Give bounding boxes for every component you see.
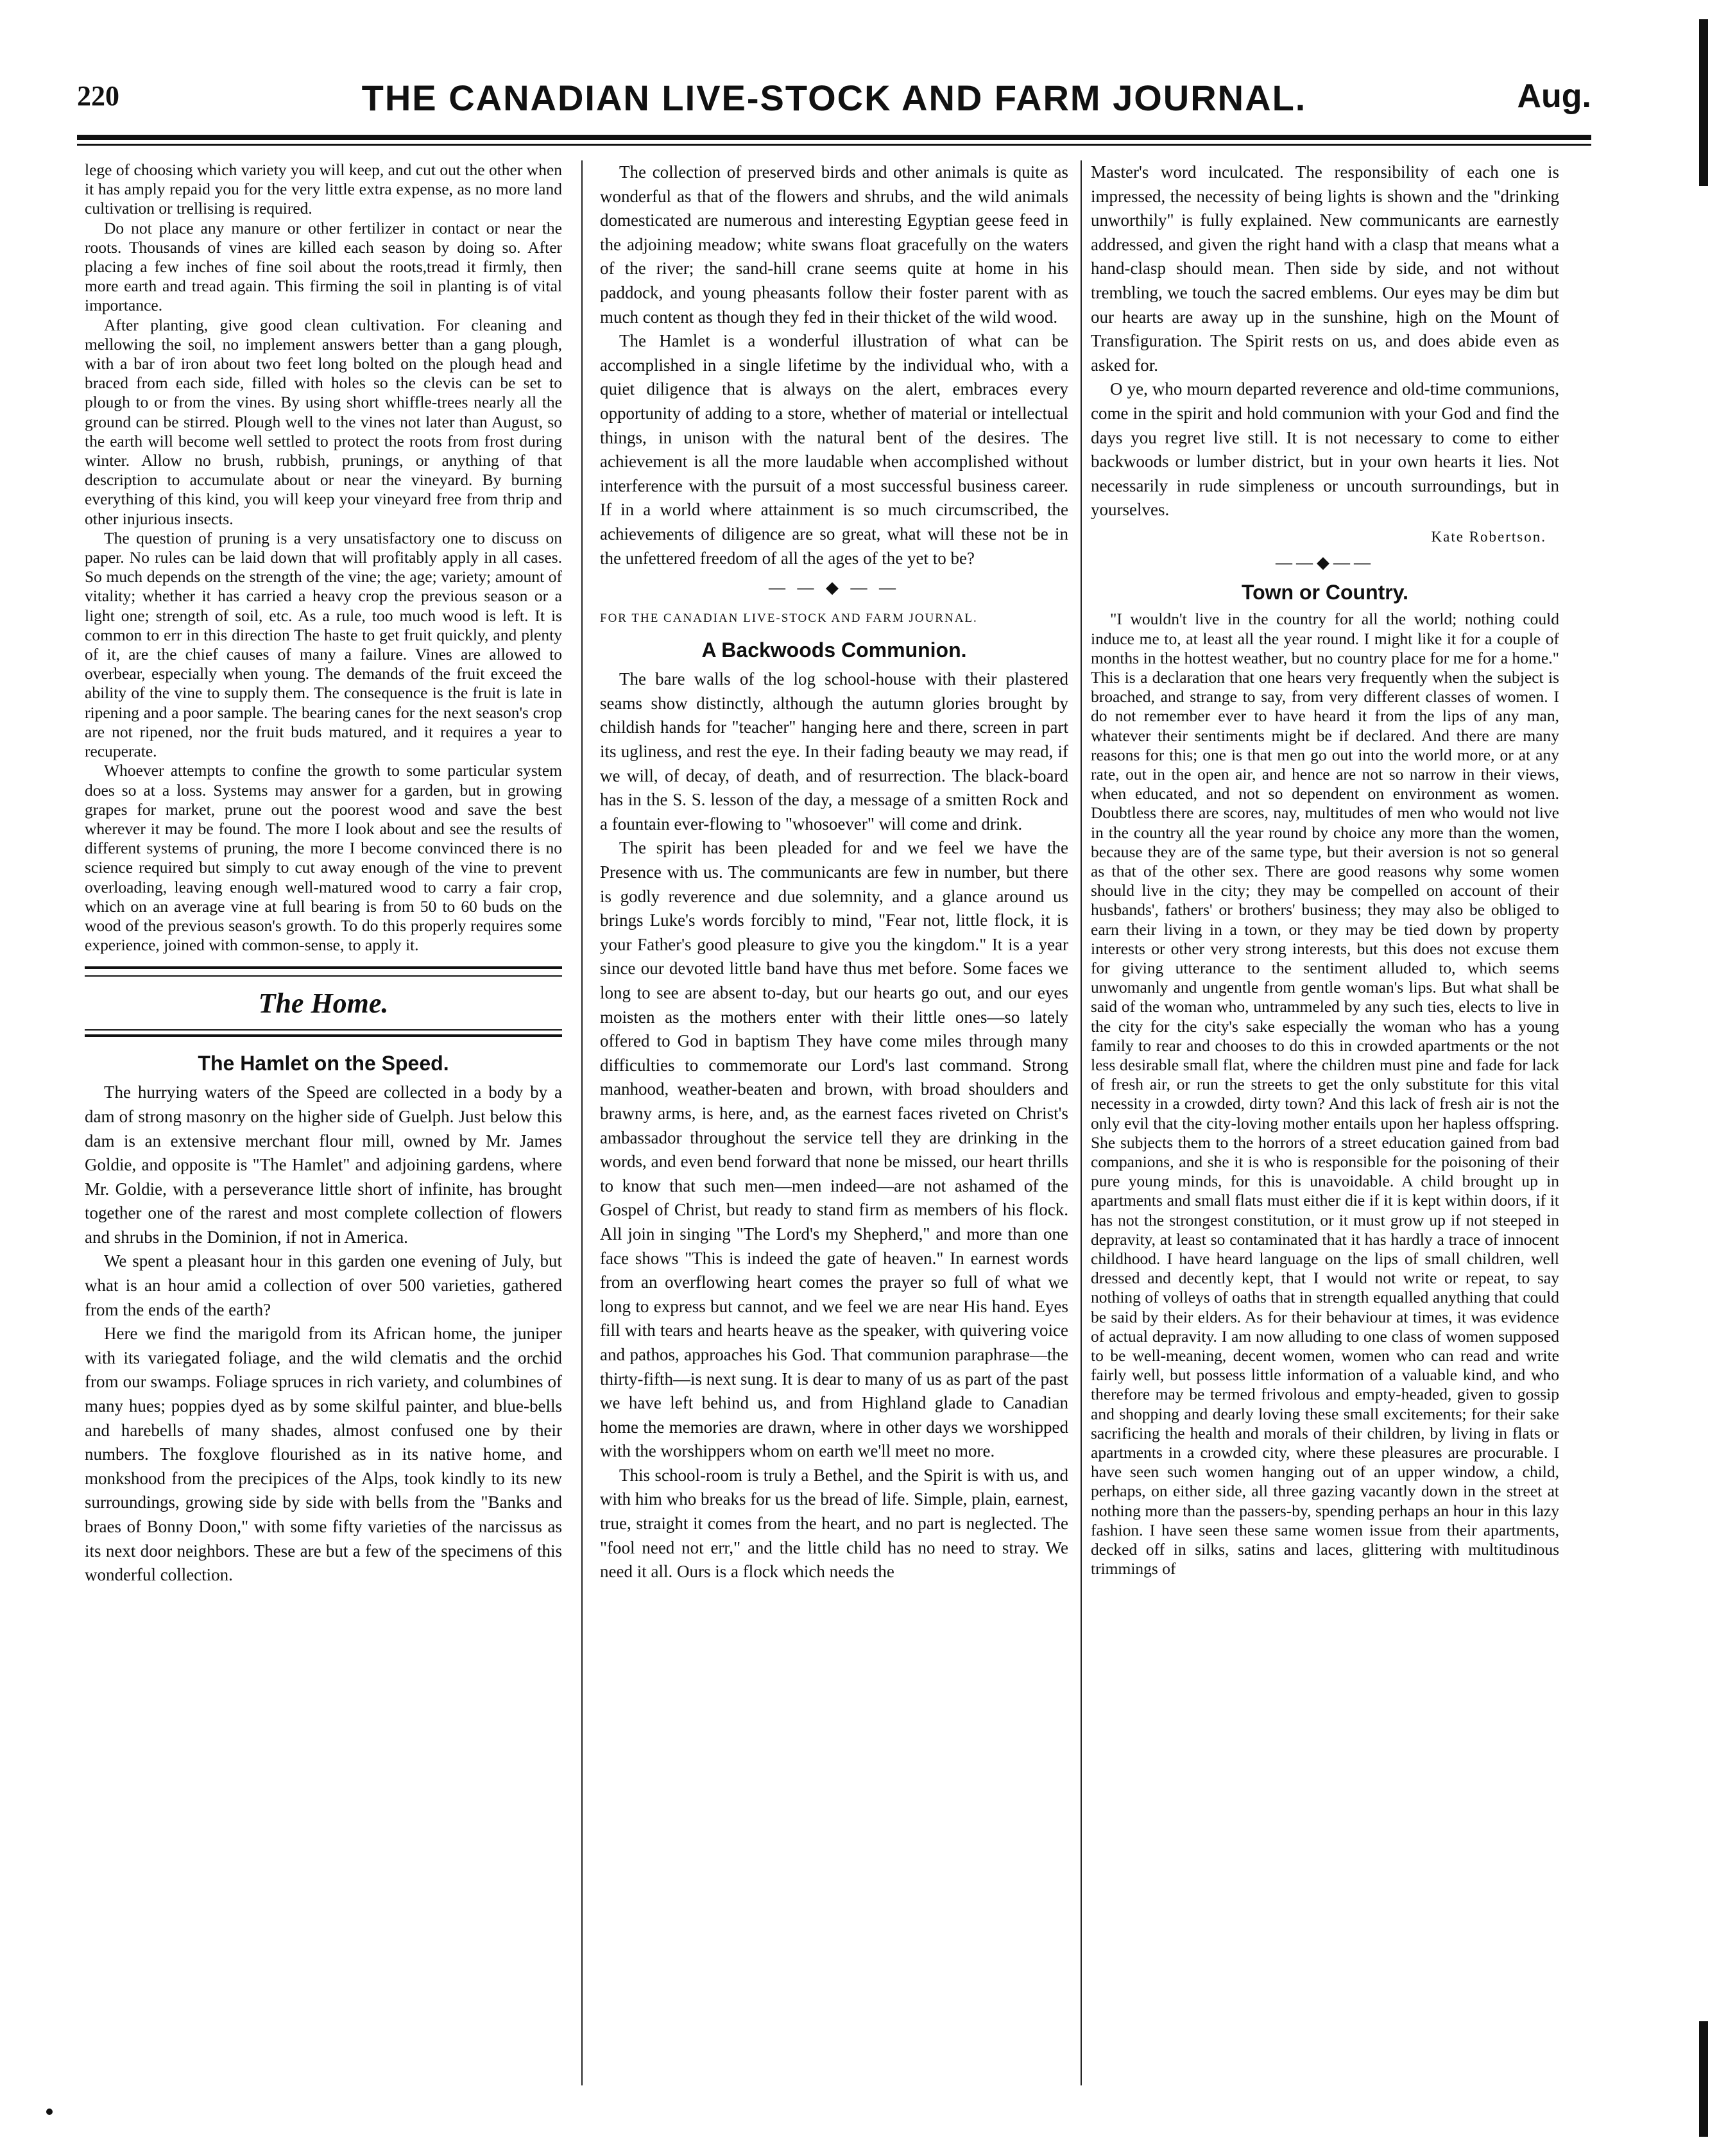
section-divider (85, 966, 562, 977)
header-rule-thick (77, 135, 1591, 140)
page-number: 220 (77, 80, 119, 112)
page-header (77, 71, 1591, 128)
author-signature: Kate Robertson. (1431, 528, 1546, 545)
paragraph: We spent a pleasant hour in this garden one evening of July, but what is an hour amid a collection of over 500 varieties, gathered from the ends of the earth? (85, 1251, 562, 1319)
paragraph: Do not place any manure or other fertilizer in contact or near the roots. Thousands of vines are killed each season by doing so. After placing a few inches of fine soil about the roots,tread it firmly, then more earth and tread again. This firming the soil in planting is of vital importance. (85, 218, 562, 315)
byline: FOR THE CANADIAN LIVE-STOCK AND FARM JOURNAL. (600, 611, 978, 625)
column-3 (1091, 160, 1559, 1579)
article-continuation (1091, 160, 1559, 522)
column-divider (581, 160, 583, 2085)
paragraph: The Hamlet is a wonderful illustration of what can be accomplished in a single lifetime by the individual who, with a quiet diligence that is always on the alert, embraces every opportunity of adding to a store, whether of material or intellectual things, in unison with the natural bent of the desires. The achievement is all the more laudable when accomplished without interference with the pursuit of a most successful business career. If in a world where attainment is so much circumscribed, the achievements of diligence are so great, what will these not be in the unfettered freedom of all the ages of the yet to be? (600, 331, 1068, 568)
article-body (85, 1081, 562, 1587)
paragraph: The hurrying waters of the Speed are collected in a body by a dam of strong masonry on the higher side of Guelph. Just below this dam is an extensive merchant flour mill, owned by Mr. James Goldie, and opposite is "The Hamlet" and adjoining gardens, where Mr. Goldie, with a perseverance little short of infinite, has brought together one of the rarest and most complete collection of flowers and shrubs in the Dominion, if not in America. (85, 1082, 562, 1247)
paragraph: Here we find the marigold from its African home, the juniper with its variegated foliage, and the wild clematis and the orchid from our swamps. Foliage spruces in rich variety, and columbines of many hues; poppies dyed as by some skilful painter, and blue-bells and harebells of many shades, almost confused one by their numbers. The foxglove flourished as in its native home, and monkshood from the precipices of the Alps, took kindly to its new surroundings, growing side by side with bells from the "Banks and braes of Bonny Doon," with some fifty varieties of the narcissus as its next door neighbors. These are but a few of the specimens of this wonderful collection. (85, 1324, 562, 1585)
column-1 (85, 160, 562, 1587)
article-title: The Hamlet on the Speed. (198, 1052, 449, 1075)
journal-title: THE CANADIAN LIVE-STOCK AND FARM JOURNAL. (361, 78, 1307, 118)
paragraph: Master's word inculcated. The responsibility of each one is impressed, the necessity of being lights is shown and the "drinking unworthily" is fully explained. New communicants are earnestly addressed, and given the right hand with a clasp that means what a hand-clasp should mean. Then side by side, and not without trembling, we touch the sacred emblems. Our eyes may be dim but our hearts are away up in the sunshine, high on the Mount of Transfiguration. The Spirit rests on us, and does abide even as asked for. (1091, 162, 1559, 375)
paragraph: The bare walls of the log school-house with their plastered seams show distinctly, although the autumn glories brought by childish hands for "teacher" hanging here and there, screen in part its ugliness, and rest the eye. In their fading beauty we may read, if we will, of decay, of death, and of resurrection. The black-board has in the S. S. lesson of the day, a message of a smitten Rock and a fountain ever-flowing to "whosoever" will come and drink. (600, 669, 1068, 834)
issue-month: Aug. (1517, 78, 1591, 115)
column-2 (600, 160, 1068, 1584)
column-divider (1081, 160, 1082, 2085)
paragraph: "I wouldn't live in the country for all the world; nothing could induce me to, at least all the year round. I might like it for a couple of months in the hottest weather, but no country place for me for a home." This is a declaration that one hears very frequently when the subject is broached, and strange to say, from very different classes of women. I do not remember ever to have heard it from the lips of any man, whatever their sentiments might be if declared. And there are many reasons for this; one is that men go out into the world more, or at any rate, out in the open air, and hence are not so narrow in their views, when educated, and not so dependent on environment as women. Doubtless there are scores, nay, multitudes of men who would not live in the country all the year round by choice any more than the women, because they are of the same type, but their aversion is not so general as that of the other sex. There are good reasons why some women should live in the city; they may be compelled on account of their husbands', fathers' or brothers' business; they may also be obliged to earn their living in a town, or they may be tied down by property interests or other very strong interests, but this does not excuse them for giving utterance to the sentiment alluded to, which seems unwomanly and ungentle from gentle woman's lips. But what shall be said of the woman who, untrammeled by any such ties, elects to live in the city for the city's sake especially the woman who has a young family to rear and chooses to do this in crowded apartments or the not less desirable small flat, where the children must pine and fade for lack of fresh air, or run the streets to get the only substitute for this vital necessity in a crowded, dirty town? And this lack of fresh air is not the only evil that the city-loving mother entails upon her hapless offspring. She subjects them to the horrors of a street education gained from bad companions, and she it is who is responsible for the poisoning of their pure young minds, for this is unavoidable. A child brought up in apartments and small flats must either die if it is kept within doors, if it has not the strongest constitution, or it must grow up if not steeped in depravity, at least so contaminated that it has hardly a trace of innocent childhood. I have heard language on the lips of small children, well dressed and decently kept, that I would not write or repeat, to say nothing of volleys of oaths that in strength equalled anything that could be said by their elders. As for their behaviour at times, it was evidence of actual depravity. I am now alluding to one class of women supposed to be well-meaning, decent women, women who can read and write fairly well, but possess little information of a valuable kind, and who therefore may be termed frivolous and empty-headed, given to gossip and shopping and dearly loving these small excitements; for their sake sacrificing the health and morals of their children, by living in flats or apartments in a crowded city, where these pleasures are procurable. I have seen such women hanging out of an upper window, a child, perhaps, on either side, all three gazing vacantly down in the street at nothing more than the passers-by, spending perhaps an hour in this lazy fashion. I have seen these same women issue from their apartments, decked off in silks, satins and laces, glittering with multitudinous trimmings of (1091, 610, 1559, 1579)
ornament-divider: ——◆—— (1276, 553, 1374, 572)
paragraph: Whoever attempts to confine the growth to some particular system does so at a loss. Systems may answer for a garden, but in growing grapes for market, prune out the poorest wood and save the best wherever it may be found. The more I look about and see the results of different systems of pruning, the more I become convinced there is no science required but simply to cut away enough of the vine to prevent overloading, leaving enough well-matured wood to carry a fair crop, which on an average vine at full bearing is from 50 to 60 buds on the wood of the previous season's growth. To do this properly requires some experience, joined with common-sense, to apply it. (85, 761, 562, 955)
header-rule-thin (77, 144, 1591, 146)
article-title: A Backwoods Communion. (701, 638, 967, 662)
paragraph: The spirit has been pleaded for and we feel we have the Presence with us. The communicants are few in number, but there is godly reverence and due solemnity, and a glance around us brings Luke's words forcibly to mind, "Fear not, little flock, it is your Father's good pleasure to give you the kingdom." It is a year since our devoted little band have thus met before. Some faces we long to see are absent to-day, but our hearts go out, and our eyes moisten as the mothers enter with their little ones—so lately offered to God in baptism They have come miles through many difficulties to commemorate our Lord's last command. Strong manhood, weather-beaten and brown, with broad shoulders and brawny arms, is here, and, as the earnest faces riveted on Christ's ambassador throughout the service tell they are drinking in the words, and even bend forward that none be missed, our heart thrills to know that such men—men indeed—are not ashamed of the Gospel of Christ, but ready to stand firm as members of his flock. All join in singing "The Lord's my Shepherd," and more than one face shows "This is indeed the gate of heaven." In earnest words from an overflowing heart comes the prayer so full of what we long to express but cannot, and we feel we are near His hand. Eyes fill with tears and hearts heave as the speaker, with quivering voice and pathos, approaches his God. That communion paraphrase—the thirty-fifth—is next sung. It is dear to many of us as part of the past we have left behind us, and from Highland glade to Canadian home the memories are drawn, where in other days we worshipped with the worshippers whom on earth we'll meet no more. (600, 838, 1068, 1461)
paragraph: After planting, give good clean cultivation. For cleaning and mellowing the soil, no implement answers better than a gang plough, with a bar of iron about two feet long bolted on the plough head and braced from each side, filled with holes so the clevis can be set to plough to or from the vines. By using short whiffle-trees nearly all the ground can be stirred. Plough well to the vines not later than August, so the earth will become well settled to protect the roots from frost during winter. Allow no brush, rubbish, prunings, or anything of that description to accumulate about or near the vineyard. By burning everything of this kind, you will keep your vineyard free from thrip and other injurious insects. (85, 315, 562, 528)
margin-mark (1699, 19, 1708, 186)
margin-mark (1699, 2021, 1708, 2137)
paragraph: O ye, who mourn departed reverence and old-time communions, come in the spirit and hold communion with your God and find the days you regret live still. It is not necessary to come to either backwoods or lumber district, but in your own hearts it lies. Not necessarily in rude simpleness or uncouth surroundings, but in yourselves. (1091, 379, 1559, 520)
ornament-divider: — — ◆ — — (769, 578, 900, 597)
paragraph: The collection of preserved birds and other animals is quite as wonderful as that of the flowers and shrubs, and the wild animals domesticated are numerous and interesting Egyptian geese feed in the adjoining meadow; white swans float gracefully on the waters of the river; the sand-hill crane seems quite at home in his paddock, and young pheasants follow their foster parent with as much content as though they fed in their thicket of the wild wood. (600, 162, 1068, 327)
paragraph: lege of choosing which variety you will keep, and cut out the other when it has amply repaid you for the very little extra expense, as no more land cultivation or trellising is required. (85, 160, 562, 218)
paragraph: The question of pruning is a very unsatisfactory one to discuss on paper. No rules can be laid down that will profitably apply in all cases. So much depends on the strength of the vine; the age; variety; amount of vitality; whether it has carried a heavy crop the previous season or a light one; strength of soil, etc. As a rule, too much wood is left. It is common to err in this direction The haste to get fruit quickly, and plenty of it, are the chief causes of many a failure. Vines are allowed to overbear, especially when young. The demands of the fruit exceed the ability of the vine to supply them. The consequence is the fruit is late in ripening and a poor sample. The bearing canes for the next season's crop are not ripened, nor the fruit buds matured, and it requires a year to recuperate. (85, 528, 562, 761)
margin-dot (46, 2109, 53, 2115)
paragraph: This school-room is truly a Bethel, and the Spirit is with us, and with him who breaks for us the bread of life. Simple, plain, earnest, true, straight it comes from the heart, and no part is neglected. The "fool need not err," and the little child has no need to stray. We need it all. Ours is a flock which needs the (600, 1465, 1068, 1582)
section-title: The Home. (258, 988, 389, 1020)
article-title: Town or Country. (1241, 581, 1409, 604)
section-divider (85, 1029, 562, 1037)
